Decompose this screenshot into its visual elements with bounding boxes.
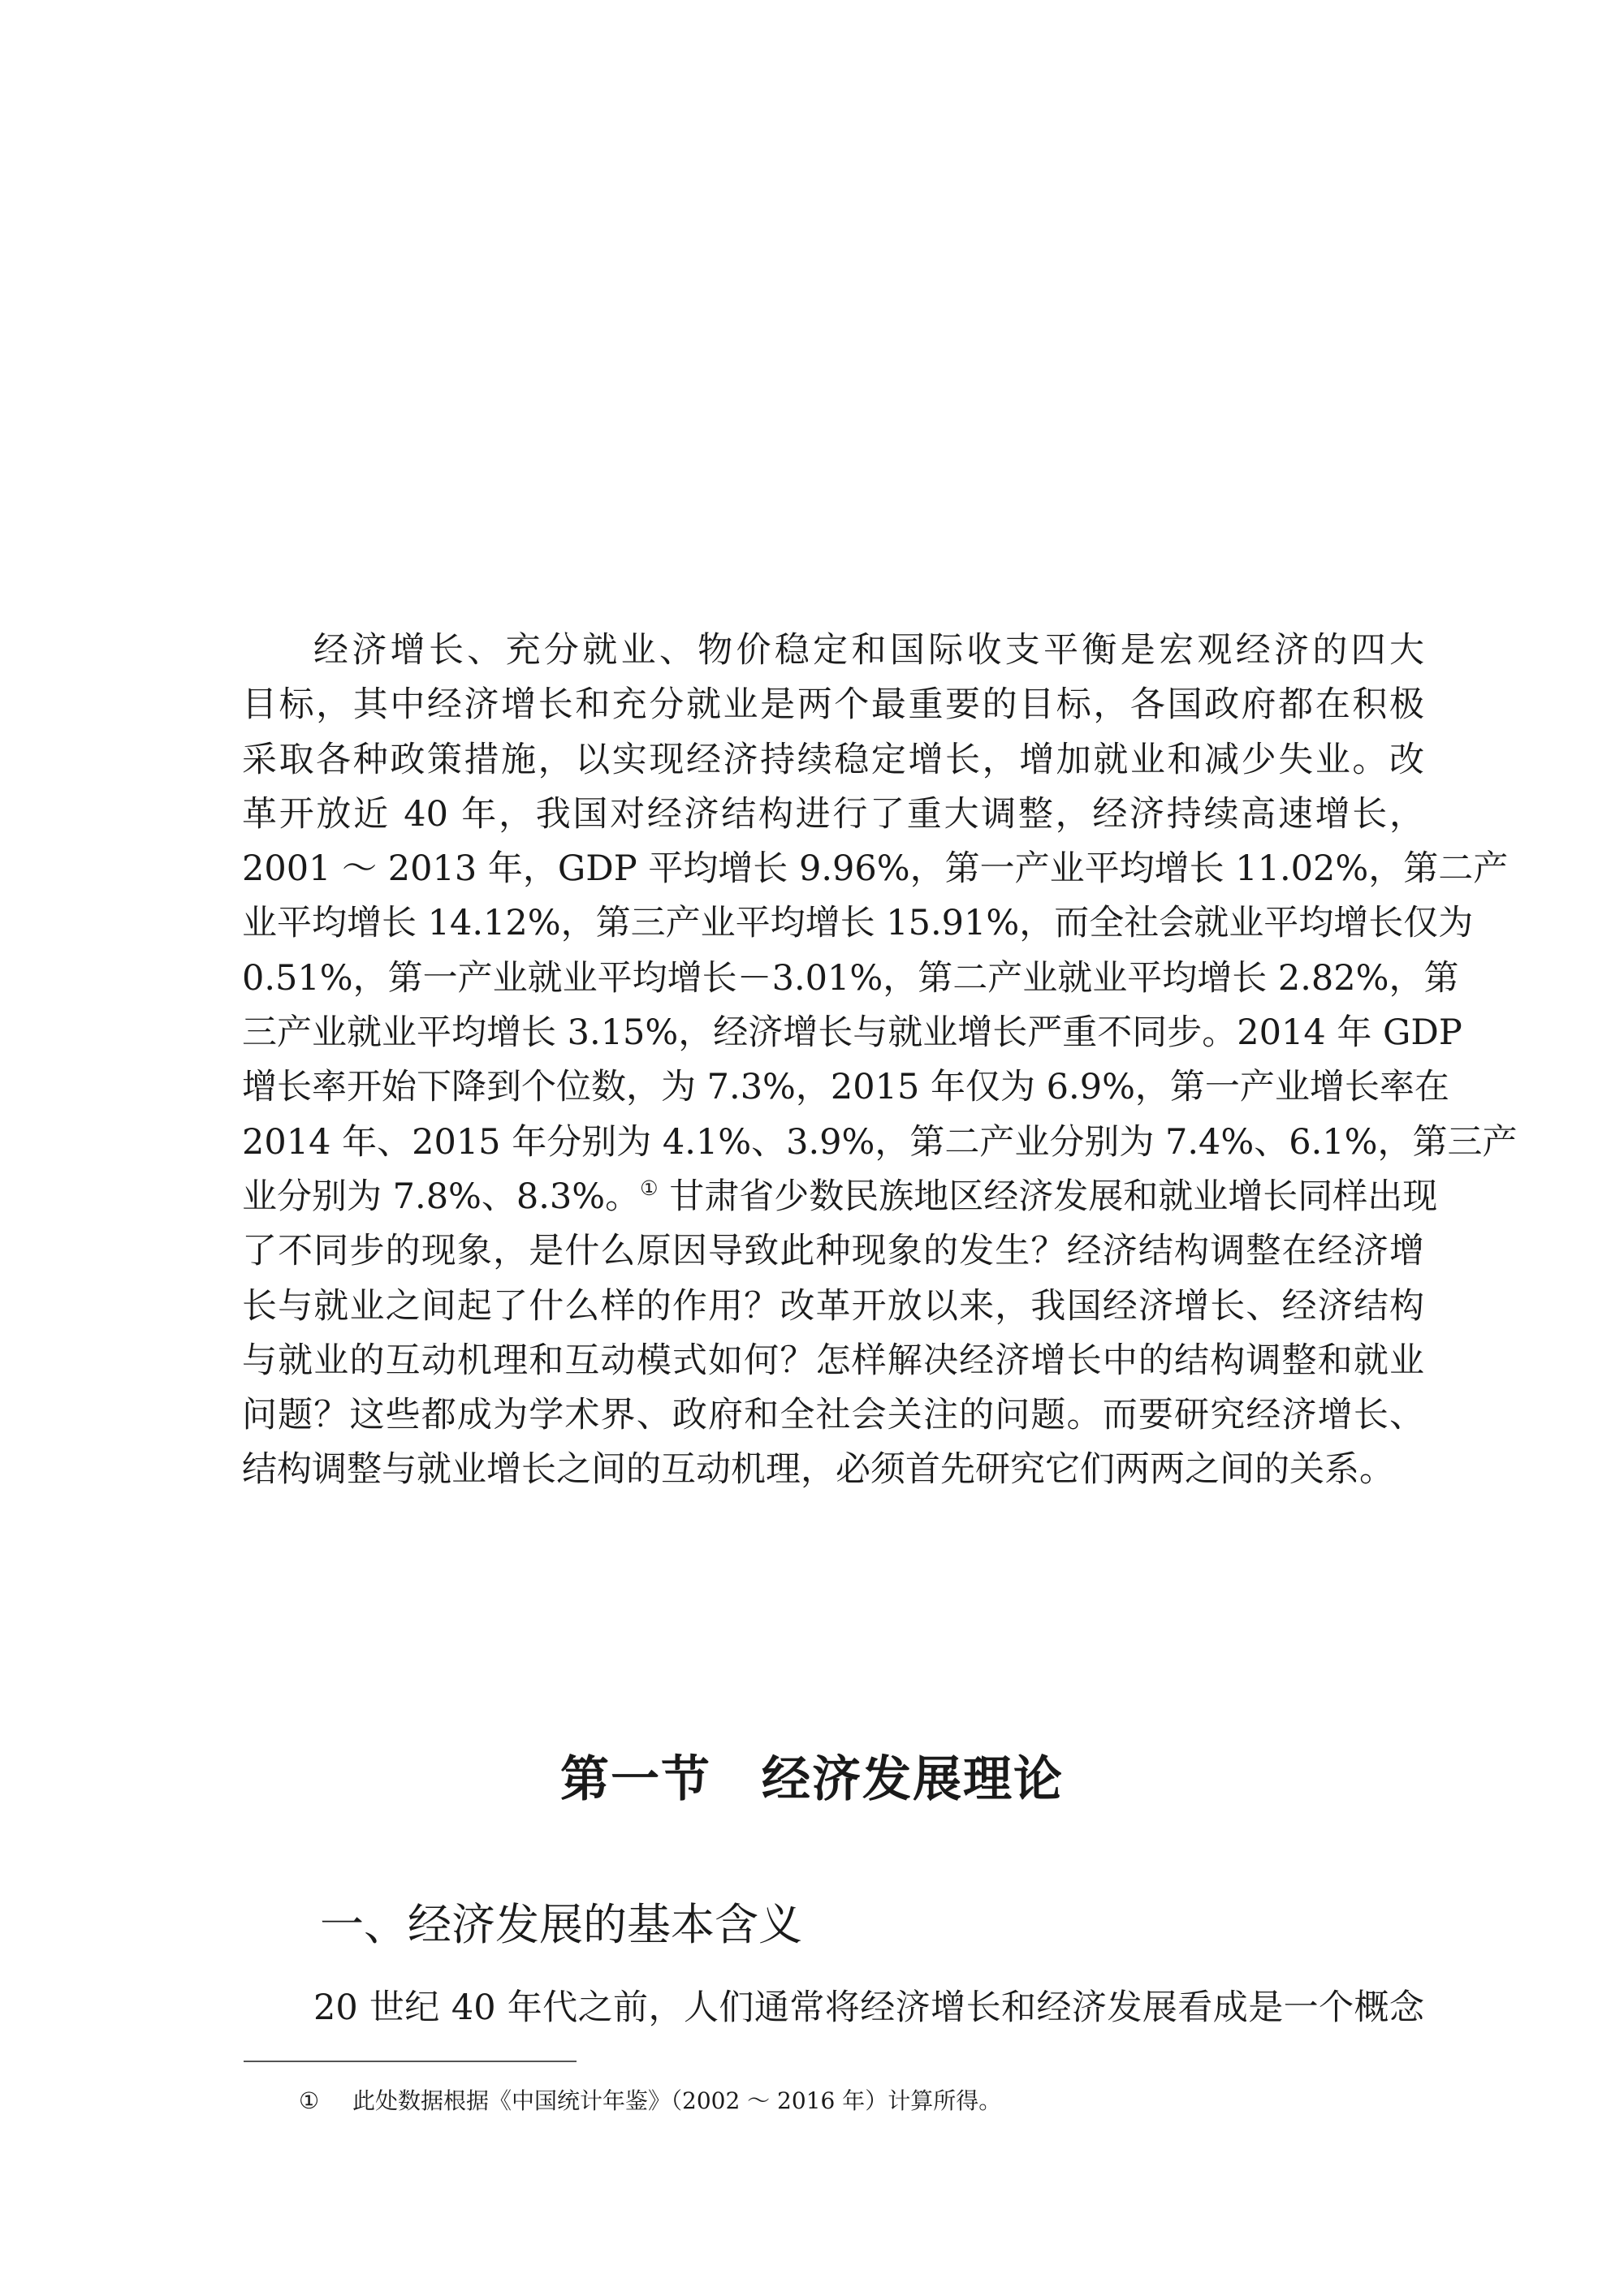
- paragraph-line: 2014 年、2015 年分别为 4.1%、3.9%，第二产业分别为 7.4%、6.1%，第三产: [242, 1121, 1518, 1163]
- paragraph-line: 采取各种政策措施，以实现经济持续稳定增长，增加就业和减少失业。改: [242, 739, 1424, 780]
- footnote: [299, 2083, 1001, 2119]
- paragraph-line: 长与就业之间起了什么样的作用？改革开放以来，我国经济增长、经济结构: [242, 1285, 1424, 1327]
- paragraph-line: 问题？这些都成为学术界、政府和全社会关注的问题。而要研究经济增长、: [242, 1395, 1424, 1436]
- paragraph-line-with-footnote: [242, 1170, 1438, 1224]
- paragraph-line: 增长率开始下降到个位数，为 7.3%，2015 年仅为 6.9%，第一产业增长率在: [242, 1067, 1449, 1108]
- paragraph-line: 业平均增长 14.12%，第三产业平均增长 15.91%，而全社会就业平均增长仅为: [242, 903, 1474, 944]
- footnote-divider: [244, 2061, 577, 2062]
- paragraph-line: 经济增长、充分就业、物价稳定和国际收支平衡是宏观经济的四大: [313, 630, 1424, 671]
- sub-heading: 一、经济发展的基本含义: [320, 1899, 802, 1950]
- paragraph-line: 2001 ～ 2013 年，GDP 平均增长 9.96%，第一产业平均增长 11.02%，第二产: [242, 848, 1509, 890]
- paragraph-line: 0.51%，第一产业就业平均增长－3.01%，第二产业就业平均增长 2.82%，第: [242, 957, 1459, 999]
- footnote-marker: ①: [299, 2087, 320, 2114]
- footnote-reference: ①: [640, 1176, 659, 1200]
- line-text-after-ref: 甘肃省少数民族地区经济发展和就业增长同样出现: [658, 1176, 1438, 1217]
- section-heading: 第一节 经济发展理论: [560, 1751, 1064, 1808]
- paragraph-line: 三产业就业平均增长 3.15%，经济增长与就业增长严重不同步。2014 年 GDP: [242, 1012, 1462, 1054]
- paragraph-line: 目标，其中经济增长和充分就业是两个最重要的目标，各国政府都在积极: [242, 684, 1424, 726]
- paragraph-line: 与就业的互动机理和互动模式如何？怎样解决经济增长中的结构调整和就业: [242, 1340, 1424, 1381]
- paragraph-line: 革开放近 40 年，我国对经济结构进行了重大调整，经济持续高速增长，: [242, 793, 1424, 835]
- body-paragraph-2: [242, 1981, 1424, 2035]
- paragraph-line: 了不同步的现象，是什么原因导致此种现象的发生？经济结构调整在经济增: [242, 1231, 1424, 1272]
- paragraph-line: 结构调整与就业增长之间的互动机理，必须首先研究它们两两之间的关系。: [242, 1449, 1394, 1491]
- line-text-before-ref: 业分别为 7.8%、8.3%。: [242, 1176, 641, 1217]
- paragraph-line: 20 世纪 40 年代之前，人们通常将经济增长和经济发展看成是一个概念: [313, 1987, 1424, 2028]
- body-paragraph: [242, 624, 1518, 1498]
- footnote-text: 此处数据根据《中国统计年鉴》（2002 ～ 2016 年）计算所得。: [352, 2087, 1002, 2114]
